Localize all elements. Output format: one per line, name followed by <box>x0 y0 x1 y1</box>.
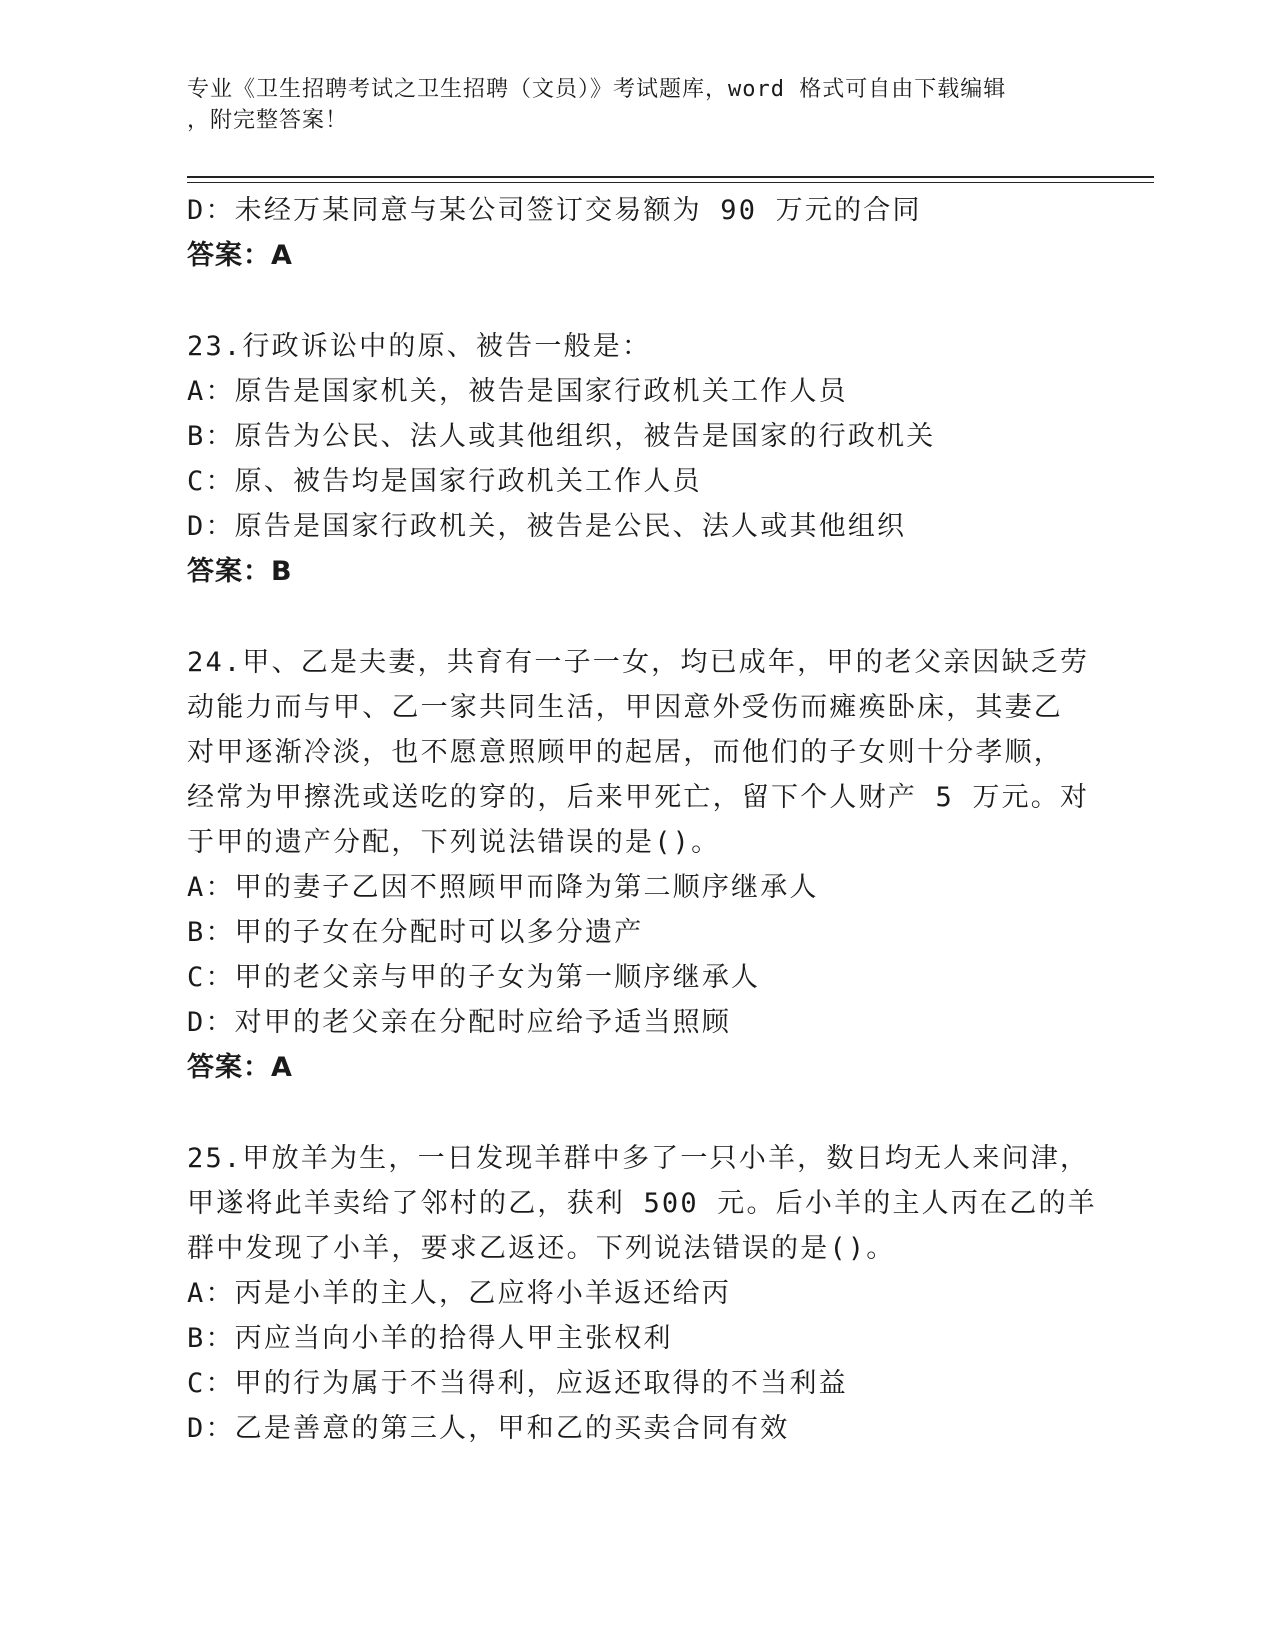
option-a: A：原告是国家机关，被告是国家行政机关工作人员 <box>187 376 848 407</box>
option-a: A：甲的妻子乙因不照顾甲而降为第二顺序继承人 <box>187 872 819 903</box>
header-divider-thin <box>187 182 1154 183</box>
document-header <box>187 74 1077 136</box>
question-stem: 23.行政诉讼中的原、被告一般是： <box>187 331 652 362</box>
answer: 答案：B <box>187 556 293 587</box>
option-c: C：甲的老父亲与甲的子女为第一顺序继承人 <box>187 962 761 993</box>
question-24 <box>187 640 1090 1090</box>
option-c: C：甲的行为属于不当得利，应返还取得的不当利益 <box>187 1368 848 1399</box>
question-content <box>187 188 1097 1451</box>
option-b: B：丙应当向小羊的拾得人甲主张权利 <box>187 1323 673 1354</box>
question-stem-line: 甲遂将此羊卖给了邻村的乙，获利 500 元。后小羊的主人丙在乙的羊 <box>187 1188 1097 1219</box>
question-stem-line: 群中发现了小羊，要求乙返还。下列说法错误的是()。 <box>187 1233 896 1264</box>
option-c: C：原、被告均是国家行政机关工作人员 <box>187 466 702 497</box>
option-a: A：丙是小羊的主人，乙应将小羊返还给丙 <box>187 1278 732 1309</box>
header-divider-thick <box>187 176 1154 178</box>
question-23 <box>187 324 1087 594</box>
option-d: D：对甲的老父亲在分配时应给予适当照顾 <box>187 1007 732 1038</box>
header-line-1: 专业《卫生招聘考试之卫生招聘（文员）》考试题库，word 格式可自由下载编辑 <box>187 77 1007 102</box>
option-d: D：未经万某同意与某公司签订交易额为 90 万元的合同 <box>187 195 922 226</box>
question-stem-line: 经常为甲擦洗或送吃的穿的，后来甲死亡，留下个人财产 5 万元。对 <box>187 782 1090 813</box>
question-stem-line: 25.甲放羊为生，一日发现羊群中多了一只小羊，数日均无人来问津， <box>187 1143 1090 1174</box>
answer: 答案：A <box>187 1052 293 1083</box>
option-d: D：原告是国家行政机关，被告是公民、法人或其他组织 <box>187 511 907 542</box>
option-b: B：原告为公民、法人或其他组织，被告是国家的行政机关 <box>187 421 936 452</box>
answer: 答案：A <box>187 240 293 271</box>
question-stem-line: 动能力而与甲、乙一家共同生活，甲因意外受伤而瘫痪卧床，其妻乙 <box>187 692 1063 723</box>
question-22-tail <box>187 188 1087 278</box>
question-stem-line: 对甲逐渐冷淡，也不愿意照顾甲的起居，而他们的子女则十分孝顺， <box>187 737 1063 768</box>
question-stem-line: 于甲的遗产分配，下列说法错误的是()。 <box>187 827 721 858</box>
question-stem-line: 24.甲、乙是夫妻，共育有一子一女，均已成年，甲的老父亲因缺乏劳 <box>187 647 1090 678</box>
header-line-2: ，附完整答案！ <box>187 108 349 133</box>
option-b: B：甲的子女在分配时可以多分遗产 <box>187 917 644 948</box>
question-25 <box>187 1136 1097 1451</box>
option-d: D：乙是善意的第三人，甲和乙的买卖合同有效 <box>187 1413 790 1444</box>
